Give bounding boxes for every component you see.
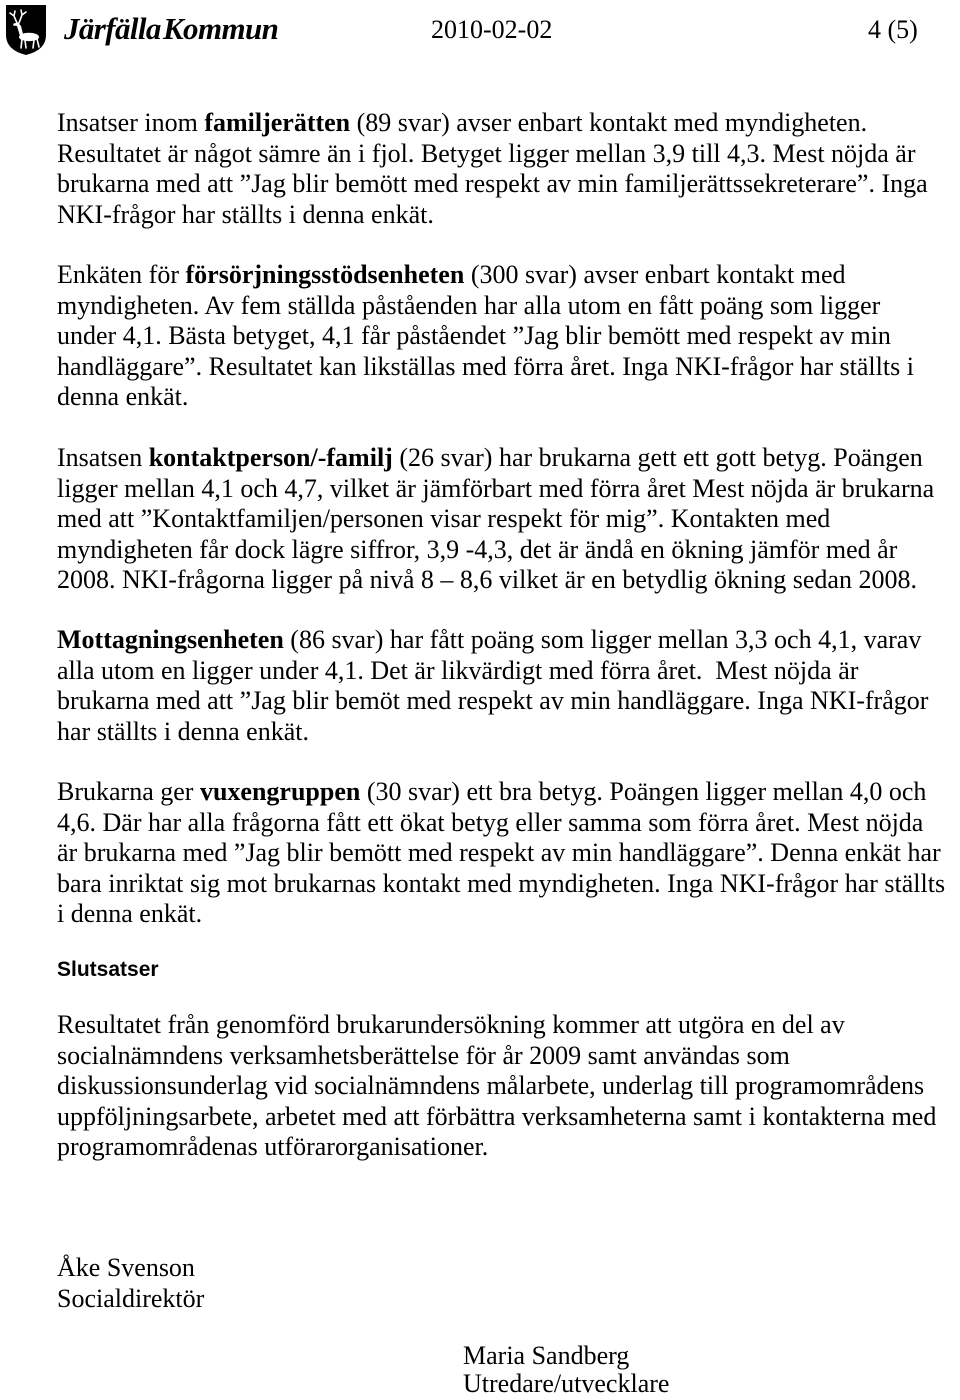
text-run: alla utom en ligger under 4,1. Det är likvärdigt med förra året. Mest nöjda är: [57, 655, 859, 685]
text-line: [57, 777, 952, 808]
text-run: är brukarna med ”Jag blir bemött med respekt av min handläggare”. Denna enkät har: [57, 838, 941, 867]
text-run: (30 svar) ett bra betyg. Poängen ligger mellan 4,0 och: [360, 777, 927, 806]
page-number: 4 (5): [868, 15, 918, 44]
text-run: diskussionsunderlag vid socialnämndens målarbete, underlag till programområdens: [57, 1071, 925, 1100]
paragraph-kontaktperson: [57, 443, 952, 596]
text-run: har ställts i denna enkät.: [57, 716, 309, 746]
text-run: (86 svar) har fått poäng som ligger mellan 3,3 och 4,1, varav: [283, 625, 922, 654]
text-line: [57, 200, 952, 231]
text-line: [57, 808, 952, 839]
text-line: [57, 625, 952, 656]
text-line: [57, 139, 952, 170]
logo-wordmark: Järfälla Kommun: [64, 11, 279, 46]
text-run: 4,6. Där har alla frågorna fått ett ökat betyg eller samma som förra året. Mest nöjda: [57, 807, 924, 837]
text-run: myndigheten. Av fem ställda påståenden har alla utom en fått poäng som ligger: [57, 290, 881, 320]
text-line: [57, 717, 952, 748]
text-line: [57, 1041, 952, 1072]
text-run: med att ”Kontaktfamiljen/personen visar respekt för mig”. Kontakten med: [57, 504, 831, 533]
text-line: [57, 260, 952, 291]
text-line: [57, 899, 952, 930]
deer-emblem-icon: [3, 3, 49, 57]
text-line: [57, 291, 952, 322]
text-run: brukarna med att ”Jag blir bemött med respekt av min familjerättssekreterare”. Inga: [57, 169, 928, 198]
signature-block: [57, 1253, 204, 1314]
text-line: [57, 1071, 952, 1102]
text-line: [57, 656, 952, 687]
text-run: socialnämndens verksamhetsberättelse för år 2009 samt användas som: [57, 1040, 790, 1070]
text-line: [57, 443, 952, 474]
paragraph-forsorjningsstod: [57, 260, 952, 413]
paragraph-vuxengruppen: [57, 777, 952, 930]
paragraph-familjeratten: [57, 108, 952, 230]
bold-term: kontaktperson/-familj: [148, 443, 393, 472]
text-run: uppföljningsarbete, arbetet med att förbättra verksamheterna samt i kontakterna med: [57, 1101, 937, 1131]
text-run: (300 svar) avser enbart kontakt med: [464, 260, 846, 289]
text-line: [57, 535, 952, 566]
text-run: Brukarna ger: [57, 777, 200, 806]
text-line: [57, 1132, 952, 1163]
signatory-name: Maria Sandberg: [463, 1341, 630, 1370]
text-run: programområdenas utförarorganisationer.: [57, 1132, 489, 1161]
section-heading: Slutsatser: [57, 958, 159, 981]
text-line: [57, 169, 952, 200]
text-run: Insatser inom: [57, 108, 205, 137]
paragraph-mottagningsenheten: [57, 625, 952, 747]
text-line: [57, 869, 952, 900]
text-run: ligger mellan 4,1 och 4,7, vilket är jämförbart med förra året Mest nöjda är brukarna: [57, 473, 935, 503]
text-run: NKI-frågor har ställts i denna enkät.: [57, 199, 434, 229]
text-line: [57, 382, 952, 413]
text-run: Resultatet från genomförd brukarundersökning kommer att utgöra en del av: [57, 1010, 845, 1039]
text-line: [57, 1010, 952, 1041]
text-line: [57, 565, 952, 596]
document-date: 2010-02-02: [431, 15, 553, 44]
signatory-title: Socialdirektör: [57, 1283, 205, 1313]
text-run: (26 svar) har brukarna gett ett gott betyg. Poängen: [392, 443, 923, 472]
bold-term: familjerätten: [204, 108, 351, 137]
text-line: [57, 686, 952, 717]
text-run: 2008. NKI-frågorna ligger på nivå 8 – 8,6 vilket är en betydlig ökning sedan 2008.: [57, 565, 917, 594]
text-line: [57, 108, 952, 139]
text-run: brukarna med att ”Jag blir bemöt med respekt av min handläggare. Inga NKI-frågor: [57, 686, 929, 715]
text-run: denna enkät.: [57, 382, 189, 411]
text-line: [57, 1102, 952, 1133]
text-run: under 4,1. Bästa betyget, 4,1 får påståendet ”Jag blir bemött med respekt av min: [57, 321, 891, 350]
text-line: [57, 321, 952, 352]
signature-block: [463, 1342, 669, 1397]
bold-term: Mottagningsenheten: [57, 625, 284, 654]
text-run: bara inriktat sig mot brukarnas kontakt med myndigheten. Inga NKI-frågor har ställts: [57, 868, 946, 898]
text-line: [57, 838, 952, 869]
text-run: myndigheten får dock lägre siffror, 3,9 -4,3, det är ändå en ökning jämför med år: [57, 534, 898, 564]
text-line: [57, 474, 952, 505]
text-run: i denna enkät.: [57, 899, 203, 928]
bold-term: vuxengruppen: [199, 777, 361, 806]
bold-term: försörjningsstödsenheten: [185, 260, 465, 289]
text-run: handläggare”. Resultatet kan likställas med förra året. Inga NKI-frågor har ställts i: [57, 351, 914, 381]
text-run: Enkäten för: [57, 260, 186, 289]
text-line: [57, 352, 952, 383]
signatory-title: Utredare/utvecklare: [463, 1368, 670, 1398]
text-run: Resultatet är något sämre än i fjol. Betyget ligger mellan 3,9 till 4,3. Mest nöjda är: [57, 138, 916, 168]
conclusion-paragraph: [57, 1010, 952, 1163]
text-run: Insatsen: [57, 443, 149, 472]
text-run: (89 svar) avser enbart kontakt med myndigheten.: [350, 108, 868, 137]
signatory-name: Åke Svenson: [57, 1253, 195, 1282]
text-line: [57, 504, 952, 535]
